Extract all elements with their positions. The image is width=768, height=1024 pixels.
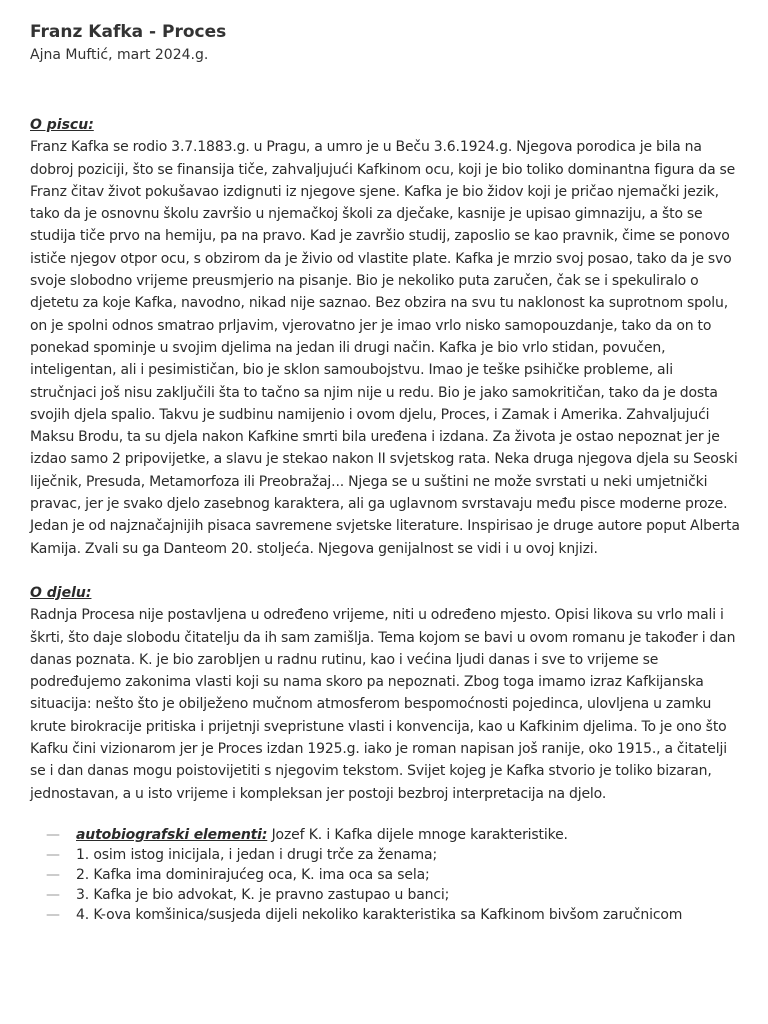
section-heading-about-author: O piscu: [30,117,94,133]
dash-bullet-icon: — [46,886,60,903]
section-heading-about-work: O djelu: [30,584,92,601]
document-author-date: Ajna Muftić, mart 2024.g. [30,47,209,63]
dash-bullet-icon: — [46,866,60,883]
list-item [30,825,742,845]
list-item-text: Jozef K. i Kafka dijele mnoge karakteristike. [267,826,568,843]
paragraph-about-work: Radnja Procesa nije postavljena u određeno vrijeme, niti u određeno mjesto. Opisi likova su vrlo mali i škrti, što daje slobodu čitatelju da ih sam zamišlja. Tema kojom se bavi u ovom romanu je također i dan danas poznata. K. je bio zarobljen u radnu rutinu, kao i većina ljudi danas i sve to vrijeme se podređujemo zakonima vlasti koji su nama skoro pa nepoznati. Zbog toga imamo izraz Kafkijanska situacija: nešto što je obilježeno mučnom atmosferom bespomoćnosti pojedinca, ulovljena u zamku krute birokracije pritiska i prijetnji svepristune vlasti i konvencija, kao u Kafkinim djelima. To je ono što Kafku čini vizionarom jer je Proces izdan 1925.g. iako je roman napisan još ranije, oko 1915., a čitatelji se i dan danas mogu poistovijetiti s njegovim tekstom. Svijet kojeg je Kafka stvorio je toliko bizaran, jednostavan, a u isto vrijeme i kompleksan jer postoji bezbroj interpretacija na djelo. [30,607,736,802]
list-item-text: 2. Kafka ima dominirajućeg oca, K. ima oca sa sela; [76,866,430,883]
autobiographical-list [30,825,742,925]
list-item-text: 4. K-ova komšinica/susjeda dijeli nekoliko karakteristika sa Kafkinom bivšom zaručnicom [76,906,683,923]
list-item [30,905,742,925]
list-item-text: 3. Kafka je bio advokat, K. je pravno zastupao u banci; [76,886,450,903]
document-page [30,20,742,925]
list-item-text: 1. osim istog inicijala, i jedan i drugi trče za ženama; [76,846,438,863]
dash-bullet-icon: — [46,906,60,923]
paragraph-spacer [30,560,742,582]
document-title: Franz Kafka - Proces [30,22,227,42]
list-item [30,885,742,905]
dash-bullet-icon: — [46,846,60,863]
dash-bullet-icon: — [46,826,60,843]
list-item [30,865,742,885]
paragraph-about-author: Franz Kafka se rodio 3.7.1883.g. u Pragu, a umro je u Beču 3.6.1924.g. Njegova porodica je bila na dobroj poziciji, što se finansija tiče, zahvaljujući Kafkinom ocu, koji je bio toliko dominantna figura da se Franz čitav život pokušavao izdignuti iz njegove sjene. Kafka je bio židov koji je pričao njemački jezik, tako da je osnovnu školu završio u njemačkoj školi za dječake, kasnije je upisao gimnaziju, a što se studija tiče prvo na hemiju, pa na pravo. Kad je završio studij, zaposlio se kao pravnik, čime se ponovo ističe njegov otpor ocu, s obzirom da je živio od vlastite plate. Kafka je mrzio svoj posao, tako da je svo svoje slobodno vrijeme preusmjerio na pisanje. Bio je nekoliko puta zaručen, čak se i spekuliralo o djetetu za koje Kafka, navodno, nikad nije saznao. Bez obzira na svu tu naklonost ka suprotnom spolu, on je spolni odnos smatrao prljavim, vjerovatno jer je imao vrlo nisko samopouzdanje, tako da on to ponekad spominje u svojim djelima na jedan ili drugi način. Kafka je bio vrlo stidan, povučen, inteligentan, ali i pesimističan, bio je sklon samoubojstvu. Imao je teške psihičke probleme, ali stručnjaci još nisu zaključili šta to tačno sa njim nije u redu. Bio je jako samokritičan, tako da je dosta svojih djela spalio. Takvu je sudbinu namijenio i ovom djelu, Proces, i Zamak i Amerika. Zahvaljujući Maksu Brodu, ta su djela nakon Kafkine smrti bila uređena i izdana. Za života je ostao nepoznat jer je izdao samo 2 pripovijetke, a slavu je stekao nakon II svjetskog rata. Neka druga njegova djela su Seoski liječnik, Presuda, Metamorfoza ili Preobražaj... Njega se u suštini ne može svrstati u neki umjetnički pravac, jer je svako djelo zasebnog karaktera, ali ga uglavnom svrstavaju među pisce moderne proze. Jedan je od najznačajnijih pisaca savremene svjetske literature. Inspirisao je druge autore poput Alberta Kamija. Zvali su ga Danteom 20. stoljeća. Njegova genijalnost se vidi i u ovoj knjizi. [30,139,740,557]
list-item-lead: autobiografski elementi: [76,826,268,843]
list-item [30,845,742,865]
